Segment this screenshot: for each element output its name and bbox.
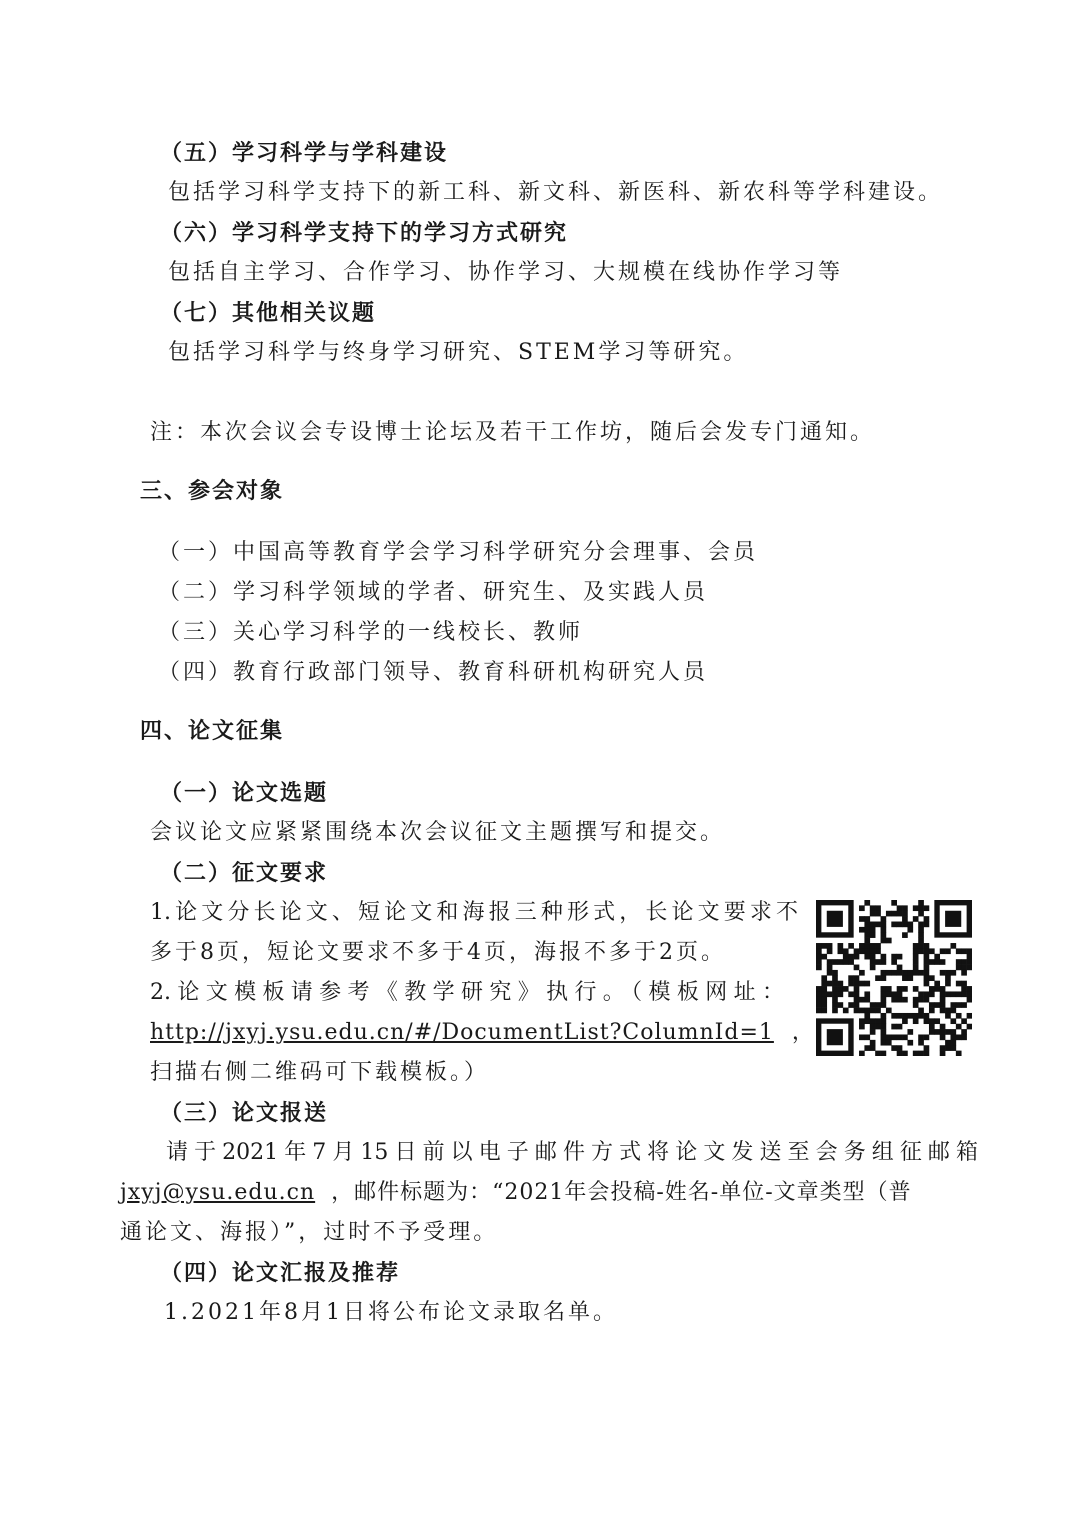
- participants-heading: 三、参会对象: [140, 478, 285, 504]
- participant-item: （一）中国高等教育学会学习科学研究分会理事、会员: [158, 540, 759, 565]
- papers-heading: 四、论文征集: [140, 718, 285, 744]
- requirements-item2-line3: 扫描右侧二维码可下载模板。）: [150, 1060, 490, 1085]
- qr-code-icon[interactable]: [816, 900, 972, 1056]
- url-suffix: ，: [791, 1020, 814, 1045]
- submission-heading: （三）论文报送: [160, 1100, 329, 1126]
- section5-heading: （五）学习科学与学科建设: [160, 140, 449, 166]
- topic-body: 会议论文应紧紧围绕本次会议征文主题撰写和提交。: [150, 820, 726, 845]
- report-item1: 1.2021年8月1日将公布论文录取名单。: [164, 1300, 618, 1325]
- section7-heading: （七）其他相关议题: [160, 300, 377, 326]
- submission-line3: 通论文、海报）”，过时不予受理。: [120, 1220, 499, 1245]
- section7-body: 包括学习科学与终身学习研究、STEM学习等研究。: [168, 340, 749, 365]
- requirements-item2-line1: 2.论文模板请参考《教学研究》执行。（模板网址：: [150, 980, 784, 1005]
- topic-heading: （一）论文选题: [160, 780, 329, 806]
- section6-body: 包括自主学习、合作学习、协作学习、大规模在线协作学习等: [168, 260, 844, 285]
- template-url-line: [150, 1018, 814, 1048]
- participant-item: （三）关心学习科学的一线校长、教师: [158, 620, 584, 645]
- submission-line1: 请于2021年7月15日前以电子邮件方式将论文发送至会务组征邮箱: [166, 1140, 978, 1165]
- note-text: 注：本次会议会专设博士论坛及若干工作坊，随后会发专门通知。: [150, 420, 876, 445]
- requirements-heading: （二）征文要求: [160, 860, 329, 886]
- report-heading: （四）论文汇报及推荐: [160, 1260, 401, 1286]
- requirements-item1-line2: 多于8页，短论文要求不多于4页，海报不多于2页。: [150, 940, 726, 965]
- participant-item: （四）教育行政部门领导、教育科研机构研究人员: [158, 660, 709, 685]
- requirements-item1-line1: 1.论文分长论文、短论文和海报三种形式，长论文要求不: [150, 900, 798, 925]
- participant-item: （二）学习科学领域的学者、研究生、及实践人员: [158, 580, 709, 605]
- template-url-link[interactable]: http://jxyj.ysu.edu.cn/#/DocumentList?ColumnId=1: [150, 1020, 774, 1045]
- section6-heading: （六）学习科学支持下的学习方式研究: [160, 220, 569, 246]
- submission-line2-rest: ，邮件标题为：“2021年会投稿-姓名-单位-文章类型（普: [331, 1180, 912, 1205]
- section5-body: 包括学习科学支持下的新工科、新文科、新医科、新农科等学科建设。: [168, 180, 944, 205]
- submission-line2: [120, 1178, 912, 1208]
- email-link[interactable]: jxyj@ysu.edu.cn: [120, 1180, 316, 1205]
